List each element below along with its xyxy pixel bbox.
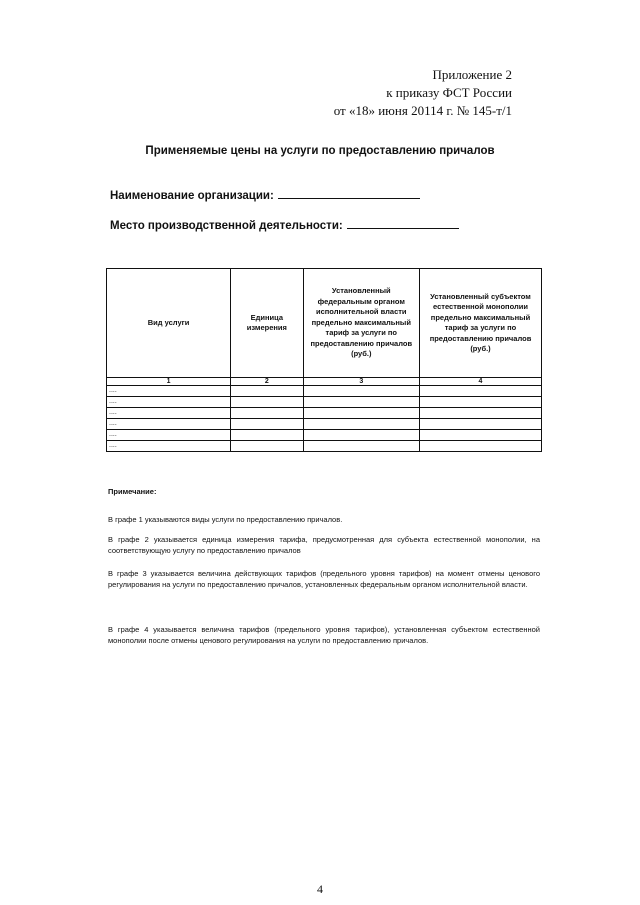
- table-cell: [303, 386, 419, 397]
- table-cell: ....: [107, 386, 231, 397]
- table-cell: [231, 441, 303, 452]
- column-number: 2: [231, 378, 303, 386]
- table-cell: [420, 397, 542, 408]
- table-row: [107, 397, 542, 408]
- column-number: 1: [107, 378, 231, 386]
- table-cell: [420, 441, 542, 452]
- note-item: В графе 2 указывается единица измерения тарифа, предусмотренная для субъекта естественной монополии, на соответствующую услугу по предоставлению причалов: [108, 535, 540, 555]
- organization-label: Наименование организации:: [110, 190, 274, 202]
- prices-table: [106, 268, 542, 452]
- table-cell: [231, 397, 303, 408]
- table-cell: [420, 386, 542, 397]
- note-item: В графе 3 указывается величина действующих тарифов (предельного уровня тарифов) на момент отмены ценового регулирования на услуги по предоставлению причалов, установленных федеральным органом исполнительной власти.: [108, 569, 540, 589]
- table-cell: ....: [107, 430, 231, 441]
- appendix-line-1: Приложение 2: [432, 67, 512, 82]
- header-federal-tariff: Установленный федеральным органом исполнительной власти предельно максимальный тариф за услуги по предоставлению причалов (руб.): [303, 269, 419, 378]
- organization-blank-line: [278, 186, 420, 199]
- table-row: [107, 408, 542, 419]
- table-cell: [303, 397, 419, 408]
- table-cell: [303, 408, 419, 419]
- table-cell: [303, 419, 419, 430]
- header-service-type: Вид услуги: [107, 269, 231, 378]
- note-item: В графе 1 указываются виды услуги по предоставлению причалов.: [108, 515, 343, 524]
- appendix-reference: [272, 66, 512, 120]
- table-row: [107, 386, 542, 397]
- table-header-row: [107, 269, 542, 378]
- table-cell: [303, 430, 419, 441]
- table-cell: [231, 419, 303, 430]
- table-cell: [420, 408, 542, 419]
- page-number: 4: [317, 882, 323, 896]
- table-cell: [231, 430, 303, 441]
- table-cell: [420, 419, 542, 430]
- table-row: [107, 441, 542, 452]
- table-cell: [231, 408, 303, 419]
- place-label: Место производственной деятельности:: [110, 220, 343, 232]
- header-unit: Единица измерения: [231, 269, 303, 378]
- appendix-line-3: от «18» июня 20114 г. № 145-т/1: [333, 103, 512, 118]
- document-title: Применяемые цены на услуги по предоставлению причалов: [145, 145, 495, 157]
- table-row: [107, 430, 542, 441]
- organization-field: [110, 186, 420, 202]
- appendix-line-2: к приказу ФСТ России: [386, 85, 512, 100]
- table-cell: [420, 430, 542, 441]
- place-blank-line: [347, 216, 459, 229]
- note-item: В графе 4 указывается величина тарифов (предельного уровня тарифов), установленная субъектом естественной монополии после отмены ценового регулирования на услуги по предоставлению причалов.: [108, 625, 540, 645]
- column-number-row: [107, 378, 542, 386]
- column-number: 3: [303, 378, 419, 386]
- table-cell: ....: [107, 408, 231, 419]
- place-field: [110, 216, 459, 232]
- column-number: 4: [420, 378, 542, 386]
- table-cell: ....: [107, 441, 231, 452]
- table-cell: ....: [107, 419, 231, 430]
- table-cell: [231, 386, 303, 397]
- header-monopoly-tariff: Установленный субъектом естественной монополии предельно максимальный тариф за услуги по предоставлению причалов (руб.): [420, 269, 542, 378]
- table-cell: ....: [107, 397, 231, 408]
- table-cell: [303, 441, 419, 452]
- table-row: [107, 419, 542, 430]
- notes-heading: Примечание:: [108, 487, 157, 496]
